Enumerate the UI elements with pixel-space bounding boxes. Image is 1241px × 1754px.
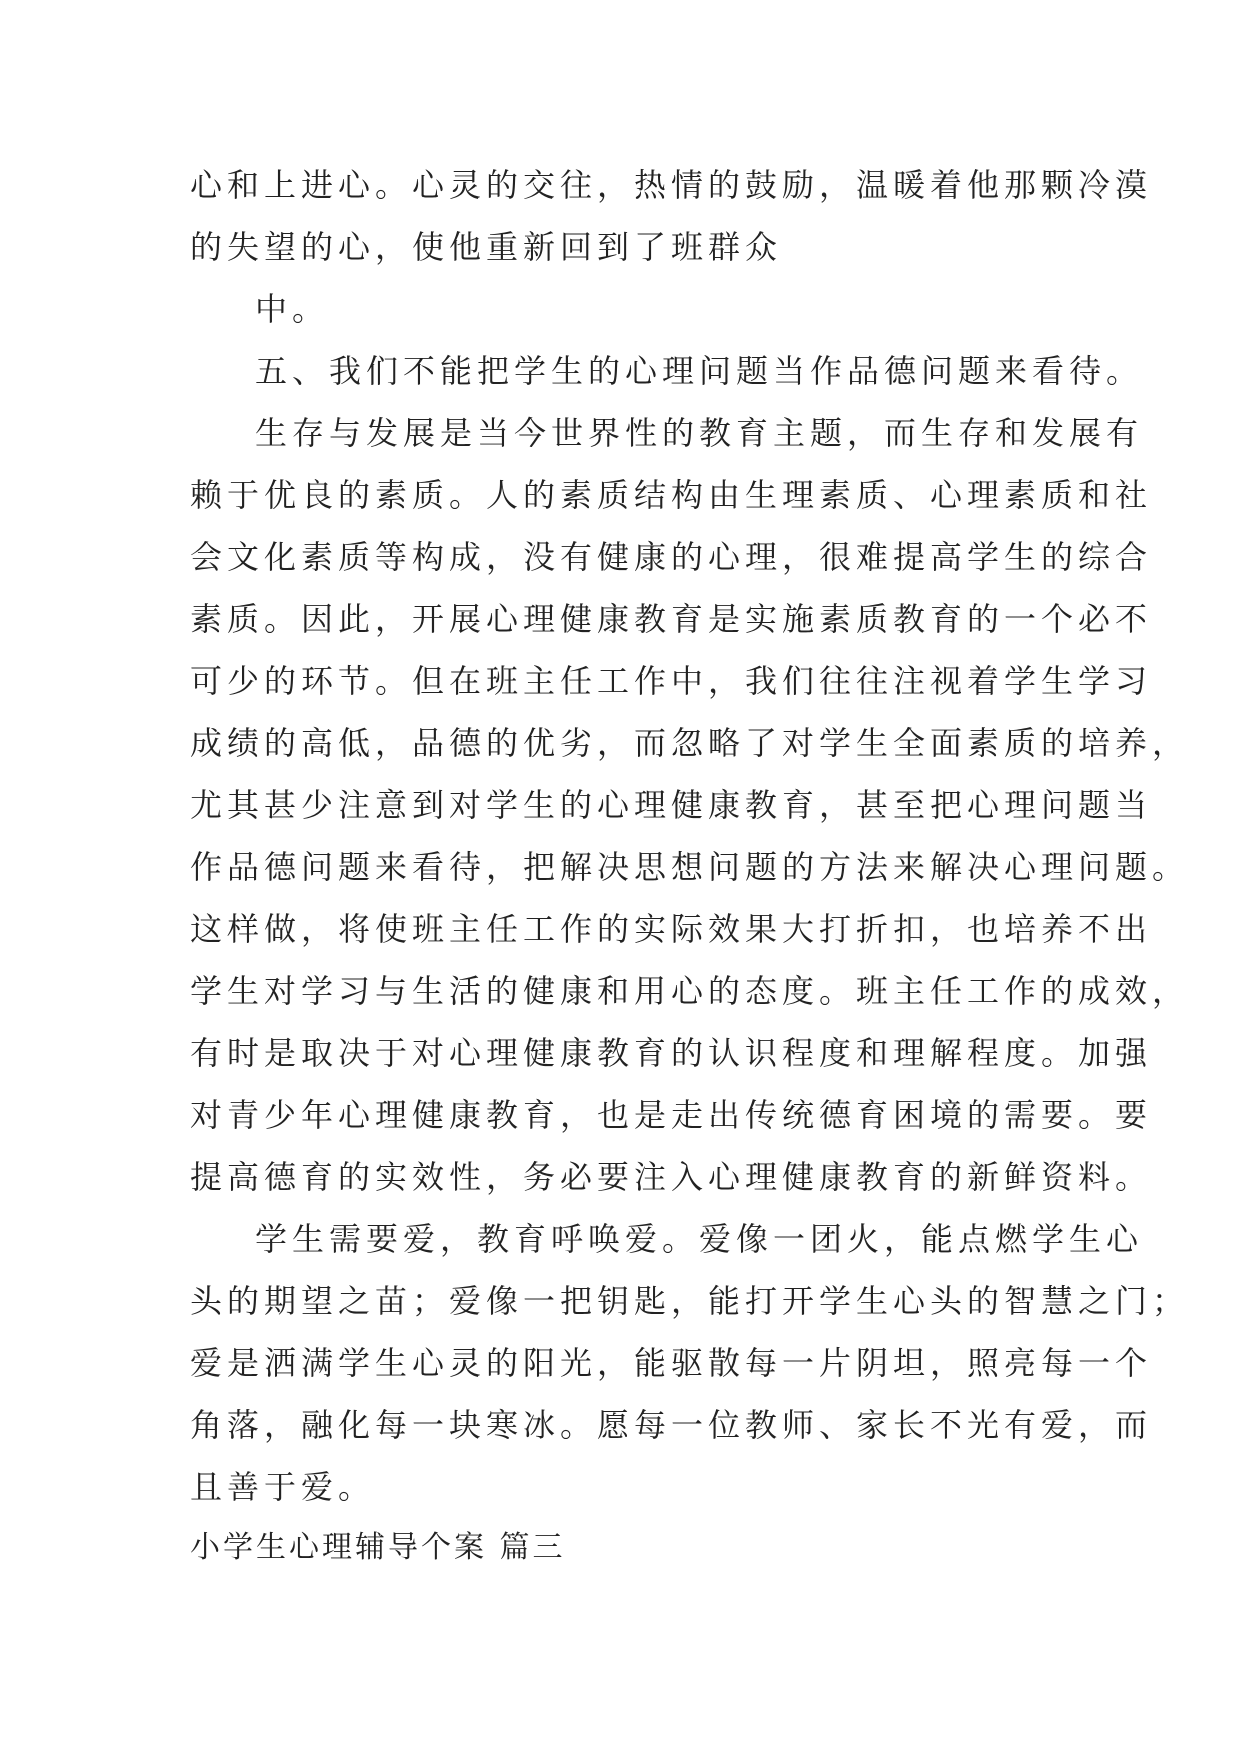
body-line-20: 爱是洒满学生心灵的阳光，能驱散每一片阴坦，照亮每一个 — [190, 1344, 1153, 1382]
body-line-19: 头的期望之苗；爱像一把钥匙，能打开学生心头的智慧之门； — [190, 1282, 1190, 1320]
body-line-15: 有时是取决于对心理健康教育的认识程度和理解程度。加强 — [190, 1034, 1153, 1072]
body-line-2: 的失望的心，使他重新回到了班群众 — [190, 228, 783, 266]
subheading-line: 五、我们不能把学生的心理问题当作品德问题来看待。 — [255, 352, 1144, 390]
body-line-8: 素质。因此，开展心理健康教育是实施素质教育的一个必不 — [190, 600, 1153, 638]
body-line-3: 中。 — [255, 290, 330, 328]
body-line-10: 成绩的高低，品德的优劣，而忽略了对学生全面素质的培养， — [190, 724, 1190, 762]
body-line-1: 心和上进心。心灵的交往，热情的鼓励，温暖着他那颗冷漠 — [190, 166, 1153, 204]
body-line-12: 作品德问题来看待，把解决思想问题的方法来解决心理问题。 — [190, 848, 1190, 886]
body-line-11: 尤其甚少注意到对学生的心理健康教育，甚至把心理问题当 — [190, 786, 1153, 824]
body-line-7: 会文化素质等构成，没有健康的心理，很难提高学生的综合 — [190, 538, 1153, 576]
body-line-13: 这样做，将使班主任工作的实际效果大打折扣，也培养不出 — [190, 910, 1153, 948]
body-line-14: 学生对学习与生活的健康和用心的态度。班主任工作的成效， — [190, 972, 1190, 1010]
body-line-18: 学生需要爱，教育呼唤爱。爱像一团火，能点燃学生心 — [255, 1220, 1144, 1258]
body-line-21: 角落，融化每一块寒冰。愿每一位教师、家长不光有爱，而 — [190, 1406, 1153, 1444]
body-line-22: 且善于爱。 — [190, 1468, 376, 1506]
body-line-16: 对青少年心理健康教育，也是走出传统德育困境的需要。要 — [190, 1096, 1153, 1134]
body-line-5: 生存与发展是当今世界性的教育主题，而生存和发展有 — [255, 414, 1144, 452]
body-line-17: 提高德育的实效性，务必要注入心理健康教育的新鲜资料。 — [190, 1158, 1153, 1196]
body-line-6: 赖于优良的素质。人的素质结构由生理素质、心理素质和社 — [190, 476, 1153, 514]
body-line-9: 可少的环节。但在班主任工作中，我们往往注视着学生学习 — [190, 662, 1153, 700]
section-heading: 小学生心理辅导个案 篇三 — [190, 1530, 566, 1565]
